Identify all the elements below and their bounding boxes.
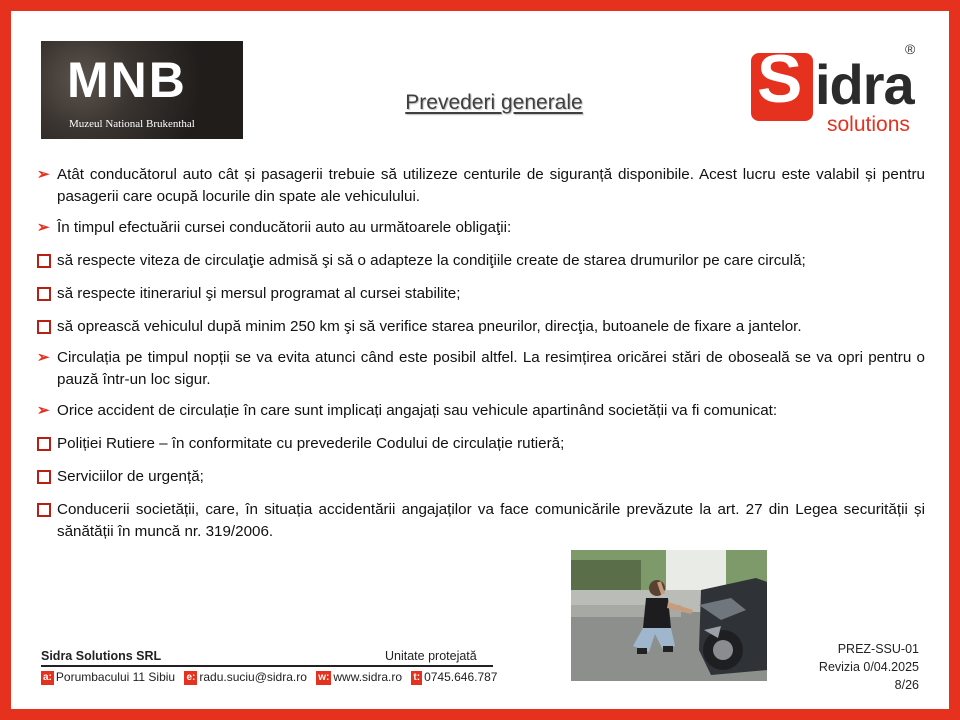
list-item [35, 164, 925, 208]
document-code: PREZ-SSU-01 [837, 642, 919, 656]
phone-tag: t: [413, 672, 421, 683]
content-list [35, 156, 925, 543]
website-tag: w: [318, 672, 330, 683]
footer-email[interactable]: radu.suciu@sidra.ro [199, 670, 307, 684]
checkbox-bullet-icon [37, 254, 51, 268]
sidra-logo-wordmark: idra [815, 53, 914, 116]
registered-mark: ® [905, 41, 916, 57]
accident-photo-illustration [571, 550, 767, 681]
footer-company: Sidra Solutions SRL [41, 649, 162, 663]
list-item-text: Poliției Rutiere – în conformitate cu prevederile Codului de circulație rutieră; [57, 435, 565, 452]
list-item [35, 316, 925, 338]
document-revision: Revizia 0/04.2025 [818, 660, 919, 674]
list-item [35, 347, 925, 391]
arrow-bullet-icon: ➢ [37, 166, 50, 183]
list-item [35, 400, 925, 422]
document-info [819, 640, 919, 694]
address-tag: a: [43, 672, 52, 683]
footer-divider [41, 665, 493, 667]
checkbox-bullet-icon [37, 503, 51, 517]
list-item [35, 433, 925, 455]
list-item-text: Conducerii societății, care, în situația accidentării angajaților va face comunicările prevăzute la art. 27 din Legea securității și sănătății în muncă nr. 319/2006. [57, 501, 925, 540]
list-item-text: să oprească vehiculul după minim 250 km şi să verifice starea pneurilor, direcţia, butoanele de fixare a jantelor. [57, 318, 802, 335]
arrow-bullet-icon: ➢ [37, 349, 50, 366]
accident-photo [571, 550, 767, 681]
list-item-text: Circulația pe timpul nopții se va evita atunci când este posibil altfel. La resimțirea oricărei stări de oboseală se va opri pentru o pauză într-un loc sigur. [57, 349, 925, 388]
email-tag: e: [186, 672, 196, 683]
list-item-text: Serviciilor de urgență; [57, 468, 204, 485]
list-item-text: Orice accident de circulație în care sunt implicați angajați sau vehicule apartinând societății va fi comunicat: [57, 402, 778, 419]
list-item [35, 283, 925, 305]
arrow-bullet-icon: ➢ [37, 402, 50, 419]
museum-logo [41, 41, 243, 139]
page-title: Prevederi generale [405, 91, 583, 114]
checkbox-bullet-icon [37, 287, 51, 301]
footer-protected-unit: Unitate protejată [385, 649, 477, 663]
sidra-logo-s: S [757, 41, 803, 117]
list-item-text: să respecte viteza de circulaţie admisă şi să o adapteze la condiţiile create de starea drumurilor pe care circulă; [57, 252, 806, 269]
museum-logo-name: Muzeul National Brukenthal [69, 118, 195, 130]
list-item-text: Atât conducătorul auto cât și pasagerii trebuie să utilizeze centurile de siguranță disponibile. Acest lucru este valabil și pentru pasagerii care ocupă locurile din spate ale vehiculului. [57, 166, 925, 205]
sidra-logo-tagline: solutions [827, 113, 910, 136]
checkbox-bullet-icon [37, 470, 51, 484]
list-item [35, 250, 925, 272]
arrow-bullet-icon: ➢ [37, 219, 50, 236]
footer-website[interactable]: www.sidra.ro [333, 670, 403, 684]
list-item-text: În timpul efectuării cursei conducătorii auto au următoarele obligaţii: [57, 219, 512, 236]
sidra-logo [751, 41, 926, 141]
checkbox-bullet-icon [37, 437, 51, 451]
list-item [35, 499, 925, 543]
page-number: 8/26 [894, 678, 919, 692]
footer-contacts [41, 670, 503, 685]
list-item [35, 217, 925, 239]
footer-address: Porumbacului 11 Sibiu [55, 670, 176, 684]
museum-logo-mark: MNB [67, 52, 187, 108]
slide-canvas [11, 11, 949, 709]
footer-phone: 0745.646.787 [424, 670, 498, 684]
list-item-text: să respecte itinerariul şi mersul programat al cursei stabilite; [57, 285, 461, 302]
checkbox-bullet-icon [37, 320, 51, 334]
list-item [35, 466, 925, 488]
